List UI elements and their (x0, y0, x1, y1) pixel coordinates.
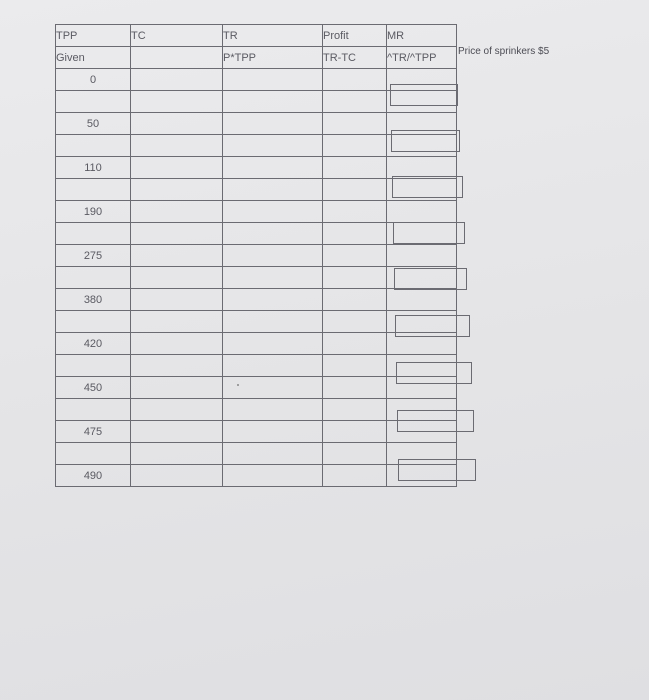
tr-cell[interactable] (223, 443, 323, 465)
profit-cell[interactable] (323, 355, 387, 377)
profit-cell[interactable] (323, 223, 387, 245)
tc-cell[interactable] (131, 201, 223, 223)
blank-cell[interactable] (56, 443, 131, 465)
table-row (56, 201, 457, 223)
header-tr: TR (223, 25, 323, 47)
tr-cell[interactable] (223, 223, 323, 245)
tr-cell[interactable] (223, 245, 323, 267)
header-tc: TC (131, 25, 223, 47)
profit-cell[interactable] (323, 399, 387, 421)
profit-cell[interactable] (323, 311, 387, 333)
header-mr: MR (387, 25, 457, 47)
blank-cell[interactable] (56, 179, 131, 201)
profit-cell[interactable] (323, 245, 387, 267)
tpp-value-cell: 420 (56, 333, 131, 355)
mr-cell[interactable] (387, 201, 457, 223)
price-note: Price of sprinkers $5 (458, 46, 550, 57)
profit-cell[interactable] (323, 465, 387, 487)
tc-cell[interactable] (131, 135, 223, 157)
profit-cell[interactable] (323, 179, 387, 201)
tr-cell[interactable] (223, 179, 323, 201)
tc-cell[interactable] (131, 47, 223, 69)
mr-answer-box[interactable] (398, 459, 476, 481)
mr-answer-box[interactable] (396, 362, 472, 384)
profit-cell[interactable] (323, 91, 387, 113)
tr-cell[interactable] (223, 465, 323, 487)
tc-cell[interactable] (131, 377, 223, 399)
mr-answer-box[interactable] (394, 268, 467, 290)
mr-cell[interactable] (387, 245, 457, 267)
subheader-row (56, 47, 457, 69)
pencil-dot (237, 384, 239, 386)
profit-cell[interactable] (323, 421, 387, 443)
blank-cell[interactable] (56, 267, 131, 289)
subheader-profit-formula: TR-TC (323, 47, 387, 69)
profit-cell[interactable] (323, 377, 387, 399)
tc-cell[interactable] (131, 245, 223, 267)
subheader-tr-formula: P*TPP (223, 47, 323, 69)
tpp-value-cell: 490 (56, 465, 131, 487)
mr-cell[interactable] (387, 289, 457, 311)
tr-cell[interactable] (223, 69, 323, 91)
profit-cell[interactable] (323, 289, 387, 311)
tr-cell[interactable] (223, 289, 323, 311)
table-row (56, 465, 457, 487)
mr-answer-box[interactable] (397, 410, 474, 432)
tr-cell[interactable] (223, 311, 323, 333)
tr-cell[interactable] (223, 113, 323, 135)
tr-cell[interactable] (223, 135, 323, 157)
tpp-value-cell: 110 (56, 157, 131, 179)
tr-cell[interactable] (223, 399, 323, 421)
mr-answer-box[interactable] (393, 222, 465, 244)
tc-cell[interactable] (131, 355, 223, 377)
table-row (56, 245, 457, 267)
tc-cell[interactable] (131, 91, 223, 113)
tc-cell[interactable] (131, 223, 223, 245)
header-tpp: TPP (56, 25, 131, 47)
tc-cell[interactable] (131, 465, 223, 487)
tc-cell[interactable] (131, 333, 223, 355)
tpp-value-cell: 450 (56, 377, 131, 399)
header-row (56, 25, 457, 47)
tc-cell[interactable] (131, 179, 223, 201)
tc-cell[interactable] (131, 113, 223, 135)
tr-cell[interactable] (223, 377, 323, 399)
tc-cell[interactable] (131, 267, 223, 289)
tc-cell[interactable] (131, 289, 223, 311)
table-row (56, 443, 457, 465)
profit-cell[interactable] (323, 201, 387, 223)
table-row (56, 289, 457, 311)
profit-cell[interactable] (323, 157, 387, 179)
tpp-value-cell: 275 (56, 245, 131, 267)
mr-answer-box[interactable] (391, 130, 460, 152)
tr-cell[interactable] (223, 157, 323, 179)
profit-cell[interactable] (323, 443, 387, 465)
tc-cell[interactable] (131, 399, 223, 421)
blank-cell[interactable] (56, 311, 131, 333)
profit-cell[interactable] (323, 333, 387, 355)
tr-cell[interactable] (223, 201, 323, 223)
tr-cell[interactable] (223, 355, 323, 377)
header-profit: Profit (323, 25, 387, 47)
blank-cell[interactable] (56, 355, 131, 377)
tpp-value-cell: 380 (56, 289, 131, 311)
tpp-value-cell: 50 (56, 113, 131, 135)
mr-answer-box[interactable] (392, 176, 463, 198)
mr-answer-box[interactable] (395, 315, 470, 337)
tpp-value-cell: 190 (56, 201, 131, 223)
blank-cell[interactable] (56, 223, 131, 245)
tc-cell[interactable] (131, 311, 223, 333)
tc-cell[interactable] (131, 157, 223, 179)
blank-cell[interactable] (56, 91, 131, 113)
blank-cell[interactable] (56, 135, 131, 157)
tc-cell[interactable] (131, 421, 223, 443)
mr-answer-box[interactable] (390, 84, 458, 106)
tr-cell[interactable] (223, 421, 323, 443)
subheader-mr-formula: ^TR/^TPP (387, 47, 457, 69)
blank-cell[interactable] (56, 399, 131, 421)
tpp-value-cell: 475 (56, 421, 131, 443)
profit-cell[interactable] (323, 267, 387, 289)
tr-cell[interactable] (223, 267, 323, 289)
tpp-value-cell: 0 (56, 69, 131, 91)
tr-cell[interactable] (223, 333, 323, 355)
tr-cell[interactable] (223, 91, 323, 113)
profit-cell[interactable] (323, 69, 387, 91)
tc-cell[interactable] (131, 443, 223, 465)
profit-cell[interactable] (323, 113, 387, 135)
subheader-given: Given (56, 47, 131, 69)
profit-cell[interactable] (323, 135, 387, 157)
tc-cell[interactable] (131, 69, 223, 91)
